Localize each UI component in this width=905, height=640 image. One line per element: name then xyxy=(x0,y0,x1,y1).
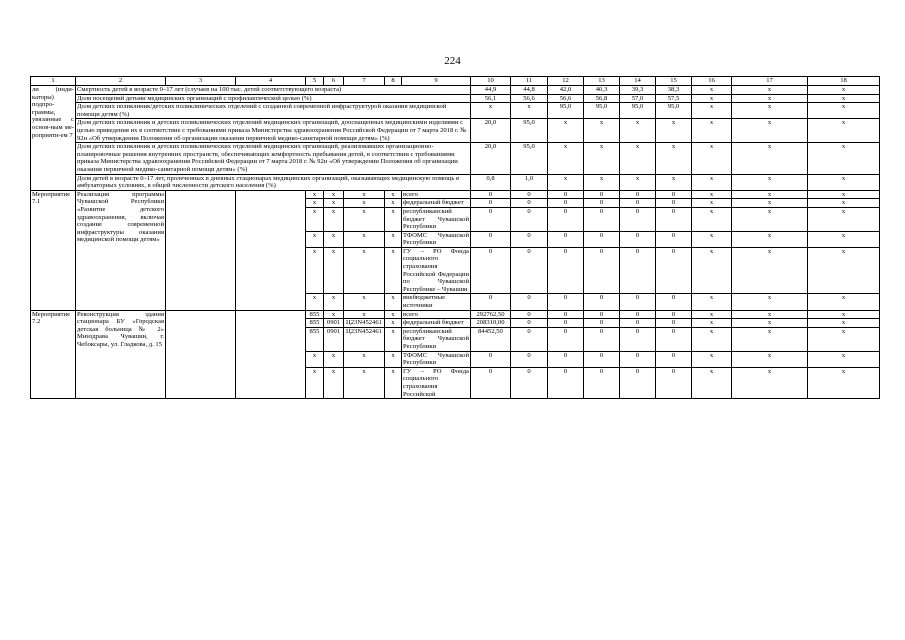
budget-code-grbs: x xyxy=(306,190,324,199)
funding-value: 0 xyxy=(620,327,656,351)
indicator-value: 95,0 xyxy=(548,103,584,119)
budget-code-type: x xyxy=(385,247,402,294)
budget-code-section: x xyxy=(324,247,344,294)
funding-value: 84452,50 xyxy=(471,327,511,351)
funding-value: 0 xyxy=(471,367,511,398)
budget-code-section: x xyxy=(324,294,344,310)
budget-code-grbs: x xyxy=(306,247,324,294)
budget-code-target: x xyxy=(344,294,385,310)
funding-value: 0 xyxy=(511,367,548,398)
budget-code-target: x xyxy=(344,231,385,247)
indicator-value: x xyxy=(808,103,880,119)
funding-value: x xyxy=(692,247,732,294)
budget-code-type: x xyxy=(385,231,402,247)
funding-value: 0 xyxy=(620,247,656,294)
funding-value: x xyxy=(732,367,808,398)
budget-code-target: x xyxy=(344,351,385,367)
header-cell: 7 xyxy=(344,77,385,86)
funding-value: 0 xyxy=(584,367,620,398)
program-table xyxy=(30,76,880,399)
budget-code-type: x xyxy=(385,190,402,199)
funding-value: 0 xyxy=(584,294,620,310)
indicator-value: 56,8 xyxy=(584,94,620,103)
budget-code-target: x xyxy=(344,310,385,319)
budget-code-section: x xyxy=(324,231,344,247)
funding-value: x xyxy=(732,199,808,208)
funding-value: 0 xyxy=(548,319,584,328)
budget-code-type: x xyxy=(385,319,402,328)
measure-name: Реализация программы Чувашской Республики «Развитие детского здравоохранения, включая создание современной инфраструктуры оказания медицинской помощи детям» xyxy=(76,190,166,310)
funding-value: x xyxy=(692,367,732,398)
funding-value: 0 xyxy=(620,310,656,319)
indicator-value: x xyxy=(548,119,584,143)
indicator-row xyxy=(31,119,880,143)
funding-value: 0 xyxy=(511,319,548,328)
indicator-value: x xyxy=(620,143,656,174)
funding-value: x xyxy=(808,190,880,199)
budget-code-target: Ц23N452461 xyxy=(344,319,385,328)
indicator-value: x xyxy=(692,86,732,95)
funding-value: 0 xyxy=(511,247,548,294)
budget-code-grbs: x xyxy=(306,367,324,398)
indicator-value: x xyxy=(808,94,880,103)
indicator-value: x xyxy=(808,119,880,143)
measure-col3 xyxy=(166,310,236,399)
budget-code-type: x xyxy=(385,199,402,208)
indicator-value: 39,3 xyxy=(620,86,656,95)
funding-value: x xyxy=(732,351,808,367)
budget-code-type: x xyxy=(385,310,402,319)
budget-code-type: x xyxy=(385,367,402,398)
funding-value: 0 xyxy=(548,351,584,367)
funding-value: x xyxy=(732,207,808,231)
funding-value: 0 xyxy=(471,247,511,294)
funding-value: 0 xyxy=(656,310,692,319)
funding-value: 0 xyxy=(548,190,584,199)
funding-value: 0 xyxy=(584,190,620,199)
funding-value: 0 xyxy=(548,294,584,310)
funding-source: ГУ – РО Фонда социального страхования Российской xyxy=(403,367,469,398)
funding-value: x xyxy=(692,190,732,199)
budget-code-type: x xyxy=(385,327,402,351)
indicator-text: Доля детских поликлиник и детских поликлинических отделений медицинских организаций, дооснащенных медицинскими изделиями с целью приведения их в соответствие с требованиями приказа Министерства здравоохранения Российской Федерации от 7 марта 2018 г. № 92н «Об утверждении Положения об организации оказания первичной медико-санитарной помощи детям» (%) xyxy=(76,119,471,143)
indicator-group-label xyxy=(31,86,76,191)
funding-value: 0 xyxy=(548,247,584,294)
header-cell: 3 xyxy=(166,77,236,86)
funding-value: 0 xyxy=(656,231,692,247)
measure-row xyxy=(31,310,880,319)
funding-value: 0 xyxy=(511,207,548,231)
funding-value: x xyxy=(732,310,808,319)
budget-code-grbs: x xyxy=(306,199,324,208)
indicator-value: 95,0 xyxy=(511,119,548,143)
funding-value: 0 xyxy=(656,199,692,208)
funding-value: 0 xyxy=(620,351,656,367)
funding-value: 0 xyxy=(584,199,620,208)
measure-name: Реконструкция здания стационара БУ «Городская детская больница № 2» Минздрава Чувашии, г. Чебоксары, ул. Гладкова, д. 15 xyxy=(76,310,166,399)
budget-code-target: x xyxy=(344,247,385,294)
indicator-row xyxy=(31,94,880,103)
funding-value: 0 xyxy=(511,294,548,310)
indicator-value: x xyxy=(732,94,808,103)
budget-code-grbs: x xyxy=(306,231,324,247)
funding-value: 0 xyxy=(471,351,511,367)
indicator-value: x xyxy=(808,143,880,174)
funding-value: 0 xyxy=(471,294,511,310)
funding-value: x xyxy=(808,294,880,310)
funding-value: x xyxy=(692,310,732,319)
indicator-text: Доля посещений детьми медицинских организаций с профилактической целью (%) xyxy=(76,94,471,103)
header-cell: 15 xyxy=(656,77,692,86)
indicator-value: 20,0 xyxy=(471,119,511,143)
funding-value: x xyxy=(692,207,732,231)
funding-value: 0 xyxy=(656,367,692,398)
funding-value: 0 xyxy=(656,190,692,199)
funding-source: внебюджетные источники xyxy=(402,294,471,310)
indicator-text: Доля детей в возрасте 0–17 лет, пролеченных в дневных стационарах медицинских организаций, оказывающих медицинскую помощь в амбулаторных условиях, в общей численности детского населения (%) xyxy=(76,174,471,190)
header-cell: 12 xyxy=(548,77,584,86)
funding-value: x xyxy=(732,247,808,294)
funding-value: x xyxy=(808,310,880,319)
budget-code-grbs: 855 xyxy=(306,319,324,328)
funding-source: федеральный бюджет xyxy=(402,319,471,328)
budget-code-target: x xyxy=(344,190,385,199)
budget-code-section: 0901 xyxy=(324,319,344,328)
funding-value: x xyxy=(808,351,880,367)
header-cell: 1 xyxy=(31,77,76,86)
funding-value: 0 xyxy=(511,310,548,319)
measure-col3 xyxy=(166,190,236,310)
indicator-value: x xyxy=(732,86,808,95)
indicator-value: x xyxy=(584,143,620,174)
header-cell: 11 xyxy=(511,77,548,86)
funding-value: x xyxy=(692,199,732,208)
indicator-value: x xyxy=(732,143,808,174)
budget-code-section: 0901 xyxy=(324,327,344,351)
indicator-row xyxy=(31,174,880,190)
header-cell: 9 xyxy=(402,77,471,86)
indicator-row xyxy=(31,103,880,119)
funding-value: 0 xyxy=(471,207,511,231)
indicator-value: x xyxy=(692,103,732,119)
indicator-value: 95,0 xyxy=(620,103,656,119)
funding-value: x xyxy=(732,190,808,199)
header-cell: 17 xyxy=(732,77,808,86)
funding-value: 0 xyxy=(656,247,692,294)
funding-source: ТФОМС Чувашской Республики xyxy=(403,351,469,367)
funding-value: x xyxy=(692,351,732,367)
header-cell: 10 xyxy=(471,77,511,86)
indicator-value: 44,9 xyxy=(471,86,511,95)
indicator-value: 42,0 xyxy=(548,86,584,95)
funding-source: всего xyxy=(402,190,471,199)
budget-code-target: x xyxy=(344,367,385,398)
header-cell: 18 xyxy=(808,77,880,86)
funding-value: 0 xyxy=(548,310,584,319)
funding-value: x xyxy=(808,199,880,208)
funding-source: республиканский бюджет Чувашской Республики xyxy=(403,207,469,231)
indicator-row xyxy=(31,143,880,174)
indicator-value: 0,8 xyxy=(471,174,511,190)
indicator-value: x xyxy=(692,119,732,143)
indicator-text: Доля детских поликлиник/детских поликлинических отделений с созданной современной инфраструктурой оказания медицинской помощи детям (%) xyxy=(76,103,471,119)
indicator-value: x xyxy=(692,94,732,103)
indicator-value: x xyxy=(584,174,620,190)
measure-col4 xyxy=(236,310,306,399)
budget-code-section: x xyxy=(324,190,344,199)
header-cell: 8 xyxy=(385,77,402,86)
funding-value: x xyxy=(692,327,732,351)
funding-value: 0 xyxy=(620,190,656,199)
funding-value: 0 xyxy=(548,199,584,208)
indicator-value: 56,6 xyxy=(548,94,584,103)
indicator-value: 95,0 xyxy=(656,103,692,119)
funding-value: 0 xyxy=(511,351,548,367)
budget-code-section: x xyxy=(324,199,344,208)
funding-value: 0 xyxy=(471,190,511,199)
funding-value: 0 xyxy=(471,231,511,247)
indicator-value: x xyxy=(548,174,584,190)
indicator-value: 44,8 xyxy=(511,86,548,95)
header-cell: 13 xyxy=(584,77,620,86)
funding-value: 0 xyxy=(656,327,692,351)
funding-value: x xyxy=(808,207,880,231)
header-cell: 2 xyxy=(76,77,166,86)
budget-code-type: x xyxy=(385,207,402,231)
indicator-value: x xyxy=(511,103,548,119)
indicator-value: 56,6 xyxy=(511,94,548,103)
indicator-value: 95,0 xyxy=(584,103,620,119)
funding-value: 0 xyxy=(656,207,692,231)
header-row xyxy=(31,77,880,86)
measure-label: Мероприятие 7.2 xyxy=(31,310,76,399)
budget-code-section: x xyxy=(324,351,344,367)
indicator-value: x xyxy=(471,103,511,119)
indicator-value: x xyxy=(656,174,692,190)
funding-value: 0 xyxy=(511,327,548,351)
indicator-value: 40,3 xyxy=(584,86,620,95)
funding-value: 0 xyxy=(620,231,656,247)
funding-value: 0 xyxy=(656,294,692,310)
indicator-value: x xyxy=(692,174,732,190)
funding-source: федеральный бюджет xyxy=(402,199,471,208)
budget-code-grbs: 855 xyxy=(306,310,324,319)
funding-value: 0 xyxy=(656,351,692,367)
indicator-value: x xyxy=(692,143,732,174)
indicator-value: x xyxy=(620,174,656,190)
budget-code-target: x xyxy=(344,199,385,208)
budget-code-section: x xyxy=(324,207,344,231)
funding-value: 0 xyxy=(584,310,620,319)
funding-value: x xyxy=(732,231,808,247)
budget-code-section: x xyxy=(324,367,344,398)
indicator-value: x xyxy=(808,174,880,190)
funding-value: 0 xyxy=(584,207,620,231)
indicator-value: 95,0 xyxy=(511,143,548,174)
indicator-value: x xyxy=(732,174,808,190)
funding-source: всего xyxy=(402,310,471,319)
funding-value: 0 xyxy=(548,367,584,398)
funding-value: x xyxy=(732,319,808,328)
funding-value: x xyxy=(692,294,732,310)
indicator-value: 57,5 xyxy=(656,94,692,103)
header-cell: 6 xyxy=(324,77,344,86)
indicator-value: x xyxy=(732,103,808,119)
funding-value: 0 xyxy=(584,247,620,294)
funding-value: 208310,00 xyxy=(471,319,511,328)
header-cell: 16 xyxy=(692,77,732,86)
indicator-group-text: ли (инди-каторы) подпро-граммы, увязанные с основ-ным ме-роприяти-ем 7 xyxy=(32,86,74,139)
indicator-value: 1,0 xyxy=(511,174,548,190)
funding-value: 0 xyxy=(620,367,656,398)
funding-value: 0 xyxy=(584,327,620,351)
funding-value: 292762,50 xyxy=(471,310,511,319)
indicator-value: 56,1 xyxy=(471,94,511,103)
funding-value: x xyxy=(808,247,880,294)
funding-value: 0 xyxy=(548,207,584,231)
budget-code-grbs: x xyxy=(306,294,324,310)
measure-col4 xyxy=(236,190,306,310)
funding-value: x xyxy=(692,231,732,247)
funding-value: x xyxy=(732,327,808,351)
indicator-value: 38,3 xyxy=(656,86,692,95)
budget-code-target: x xyxy=(344,207,385,231)
indicator-value: x xyxy=(808,86,880,95)
measure-label: Мероприятие 7.1 xyxy=(31,190,76,310)
header-cell: 14 xyxy=(620,77,656,86)
funding-value: x xyxy=(808,327,880,351)
indicator-value: x xyxy=(732,119,808,143)
indicator-value: x xyxy=(548,143,584,174)
measure-row xyxy=(31,190,880,199)
budget-code-type: x xyxy=(385,294,402,310)
funding-value: 0 xyxy=(471,199,511,208)
budget-code-target: Ц23N452461 xyxy=(344,327,385,351)
budget-code-grbs: x xyxy=(306,207,324,231)
indicator-value: 57,0 xyxy=(620,94,656,103)
funding-value: 0 xyxy=(620,294,656,310)
indicator-value: x xyxy=(584,119,620,143)
funding-value: 0 xyxy=(548,231,584,247)
header-cell: 5 xyxy=(306,77,324,86)
funding-source: республиканский бюджет Чувашской Республики xyxy=(403,327,469,350)
funding-value: 0 xyxy=(620,207,656,231)
funding-value: 0 xyxy=(620,199,656,208)
budget-code-section: x xyxy=(324,310,344,319)
funding-value: x xyxy=(732,294,808,310)
funding-value: 0 xyxy=(584,351,620,367)
funding-value: 0 xyxy=(548,327,584,351)
funding-value: 0 xyxy=(584,319,620,328)
indicator-text: Доля детских поликлиник и детских поликлинических отделений медицинских организаций, реализовавших организационно-планировочные решения внутренних пространств, обеспечивающих комфортность пребывания детей, в соответствии с требованиями приказа Министерства здравоохранения Российской Федерации от 7 марта 2018 г. № 92н «Об утверждении Положения об организации оказания первичной медико-санитарной помощи детям» (%) xyxy=(76,143,471,174)
funding-value: x xyxy=(692,319,732,328)
indicator-row xyxy=(31,86,880,95)
header-cell: 4 xyxy=(236,77,306,86)
indicator-value: x xyxy=(620,119,656,143)
funding-value: x xyxy=(808,367,880,398)
indicator-value: x xyxy=(656,143,692,174)
funding-value: 0 xyxy=(656,319,692,328)
funding-value: x xyxy=(808,319,880,328)
budget-code-grbs: 855 xyxy=(306,327,324,351)
funding-source: ТФОМС Чувашской Республики xyxy=(403,231,469,247)
indicator-text: Смертность детей в возрасте 0–17 лет (случаев на 100 тыс. детей соответствующего возраста) xyxy=(76,86,471,95)
budget-code-type: x xyxy=(385,351,402,367)
indicator-value: 20,0 xyxy=(471,143,511,174)
funding-source: ГУ – РО Фонда социального страхования Российской Федерации по Чувашской Республике – Чувашии xyxy=(403,247,469,293)
budget-code-grbs: x xyxy=(306,351,324,367)
funding-value: x xyxy=(808,231,880,247)
funding-value: 0 xyxy=(511,190,548,199)
funding-value: 0 xyxy=(511,199,548,208)
indicator-value: x xyxy=(656,119,692,143)
page-number: 224 xyxy=(444,55,461,67)
funding-value: 0 xyxy=(584,231,620,247)
funding-value: 0 xyxy=(620,319,656,328)
funding-value: 0 xyxy=(511,231,548,247)
